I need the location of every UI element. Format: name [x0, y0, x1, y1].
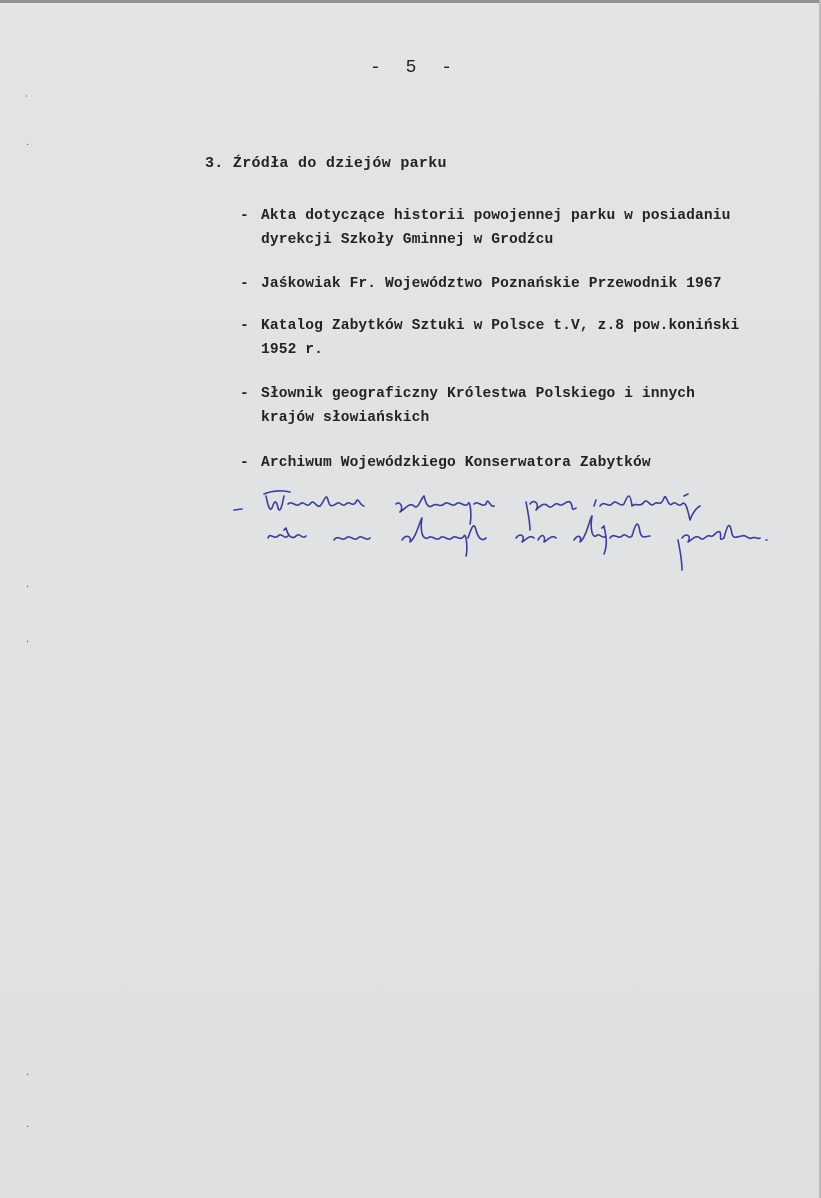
source-entry [240, 204, 820, 252]
entry-line: Katalog Zabytków Sztuki w Polsce t.V, z.8 pow.koniński [261, 318, 740, 334]
punch-mark: · [26, 140, 30, 151]
bullet-dash: - [240, 208, 249, 224]
page-number: - 5 - [370, 58, 460, 78]
punch-mark: ˙ [24, 95, 29, 106]
entry-line: Jaśkowiak Fr. Województwo Poznańskie Przewodnik 1967 [261, 276, 722, 292]
page-top-edge [0, 0, 821, 3]
handwritten-note [230, 478, 820, 578]
source-entry [240, 451, 820, 475]
bullet-dash: - [240, 318, 249, 334]
bullet-dash: - [240, 276, 249, 292]
bullet-dash: - [240, 386, 249, 402]
entry-line: krajów słowiańskich [261, 410, 430, 426]
entry-line: 1952 r. [261, 342, 324, 358]
punch-mark: · [26, 637, 30, 648]
entry-line: Akta dotyczące historii powojennej parku w posiadaniu [261, 208, 731, 224]
punch-mark: · [26, 1070, 30, 1081]
punch-mark: · [26, 1122, 30, 1133]
section-title: 3. Źródła do dziejów parku [205, 155, 447, 172]
entry-line: Archiwum Wojewódzkiego Konserwatora Zabytków [261, 455, 651, 471]
entry-line: Słownik geograficzny Królestwa Polskiego i innych [261, 386, 696, 402]
handwriting-strokes [234, 491, 767, 570]
bullet-dash: - [240, 455, 249, 471]
entry-line: dyrekcji Szkoły Gminnej w Grodźcu [261, 232, 554, 248]
source-entry [240, 272, 820, 296]
punch-mark: · [26, 582, 30, 593]
source-entry [240, 314, 820, 362]
source-entry [240, 382, 820, 430]
